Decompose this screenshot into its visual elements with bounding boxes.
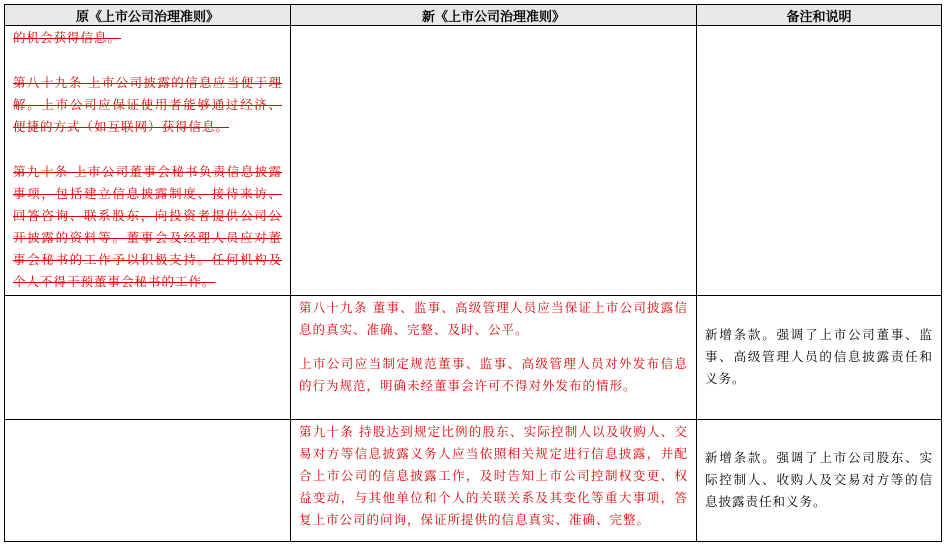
header-new-rules: 新《上市公司治理准则》 (291, 5, 697, 26)
note-text: 新增条款。强调了上市公司股东、实际控制人、收购人及交易对方等的信息披露责任和义务。 (705, 450, 933, 509)
old-rule-cell-empty (5, 296, 291, 420)
header-notes: 备注和说明 (697, 5, 942, 26)
header-row (5, 5, 942, 26)
new-rule-cell (291, 296, 697, 420)
new-article-89: 第八十九条 董事、监事、高级管理人员应当保证上市公司披露信息的真实、准确、完整、及时、公平。 (299, 300, 688, 337)
note-cell (697, 296, 942, 420)
old-article-89: 第八十九条 上市公司披露的信息应当便于理解。上市公司应保证使用者能够通过经济、便捷的方式（如互联网）获得信息。 (13, 75, 282, 134)
comparison-table (4, 4, 942, 542)
new-article-89-para2: 上市公司应当制定规范董事、监事、高级管理人员对外发布信息的行为规范，明确未经董事会许可不得对外发布的情形。 (299, 356, 688, 393)
new-rule-cell (291, 420, 697, 542)
old-rule-cell (5, 26, 291, 296)
note-cell (697, 420, 942, 542)
new-rule-cell-empty (291, 26, 697, 296)
old-article-90: 第九十条 上市公司董事会秘书负责信息披露事项，包括建立信息披露制度、接待来访、回答咨询、联系股东，向投资者提供公司公开披露的资料等。董事会及经理人员应对董事会秘书的工作予以积极支持。任何机构及个人不得干预董事会秘书的工作。 (13, 164, 282, 289)
old-rule-fragment: 的机会获得信息。 (13, 30, 122, 45)
table-row (5, 296, 942, 420)
old-rule-cell-empty (5, 420, 291, 542)
note-text: 新增条款。强调了上市公司董事、监事、高级管理人员的信息披露责任和义务。 (705, 327, 933, 386)
table-row (5, 26, 942, 296)
table-row (5, 420, 942, 542)
new-article-90: 第九十条 持股达到规定比例的股东、实际控制人以及收购人、交易对方等信息披露义务人应当依照相关规定进行信息披露，并配合上市公司的信息披露工作，及时告知上市公司控制权变更、权益变动，与其他单位和个人的关联关系及其变化等重大事项，答复上市公司的问询，保证所提供的信息真实、准确、完整。 (299, 424, 688, 527)
header-old-rules: 原《上市公司治理准则》 (5, 5, 291, 26)
note-cell-empty (697, 26, 942, 296)
